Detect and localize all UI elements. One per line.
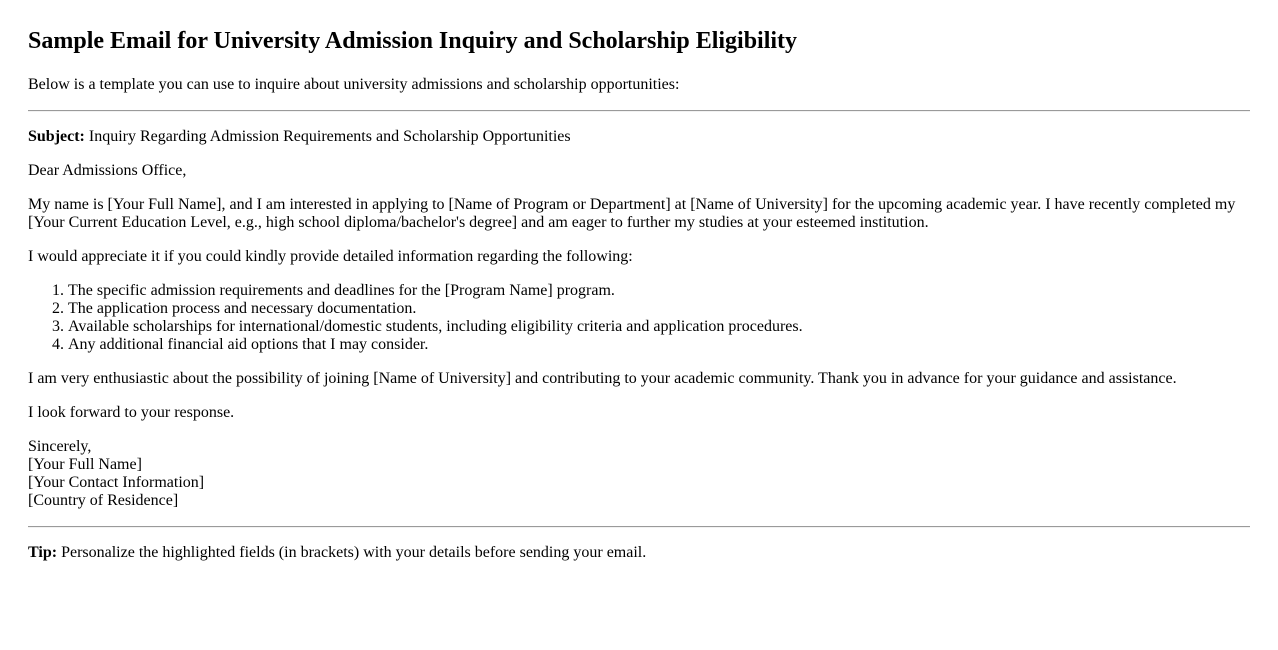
signature-line: [Your Full Name] <box>28 455 142 473</box>
closing-line: Sincerely, <box>28 437 92 455</box>
paragraph-request: I would appreciate it if you could kindly provide detailed information regarding the following: <box>28 247 633 265</box>
signature-line: [Your Contact Information] <box>28 473 205 491</box>
tip-line <box>28 544 1250 562</box>
signature-line: [Country of Residence] <box>28 491 179 509</box>
signature-block <box>28 438 1250 510</box>
top-divider <box>28 110 1250 112</box>
greeting: Dear Admissions Office, <box>28 161 187 179</box>
list-item: 2. The application process and necessary documentation. <box>68 300 1250 318</box>
inquiry-list <box>28 282 1250 354</box>
paragraph-enthusiasm: I am very enthusiastic about the possibility of joining [Name of University] and contributing to your academic community. Thank you in advance for your guidance and assistance. <box>28 369 1177 387</box>
subject-label: Subject: <box>28 127 85 145</box>
list-item: 3. Available scholarships for international/domestic students, including eligibility criteria and application procedures. <box>68 318 1250 336</box>
tip-text: Personalize the highlighted fields (in brackets) with your details before sending your email. <box>57 543 647 561</box>
list-item: 4. Any additional financial aid options that I may consider. <box>68 336 1250 354</box>
subject-line <box>28 128 1250 146</box>
subject-text: Inquiry Regarding Admission Requirements and Scholarship Opportunities <box>84 127 571 145</box>
list-item: 1. The specific admission requirements and deadlines for the [Program Name] program. <box>68 282 1250 300</box>
tip-label: Tip: <box>28 543 58 561</box>
page-title: Sample Email for University Admission Inquiry and Scholarship Eligibility <box>28 28 798 54</box>
paragraph-lookforward: I look forward to your response. <box>28 403 235 421</box>
paragraph-introduction: My name is [Your Full Name], and I am interested in applying to [Name of Program or Department] at [Name of University] for the upcoming academic year. I have recently completed my [Your Current Education Level, e.g., high school diploma/bachelor's degree] and am eager to further my studies at your esteemed institution. <box>28 195 1236 231</box>
intro-text: Below is a template you can use to inquire about university admissions and scholarship opportunities: <box>28 75 680 93</box>
bottom-divider <box>28 526 1250 528</box>
